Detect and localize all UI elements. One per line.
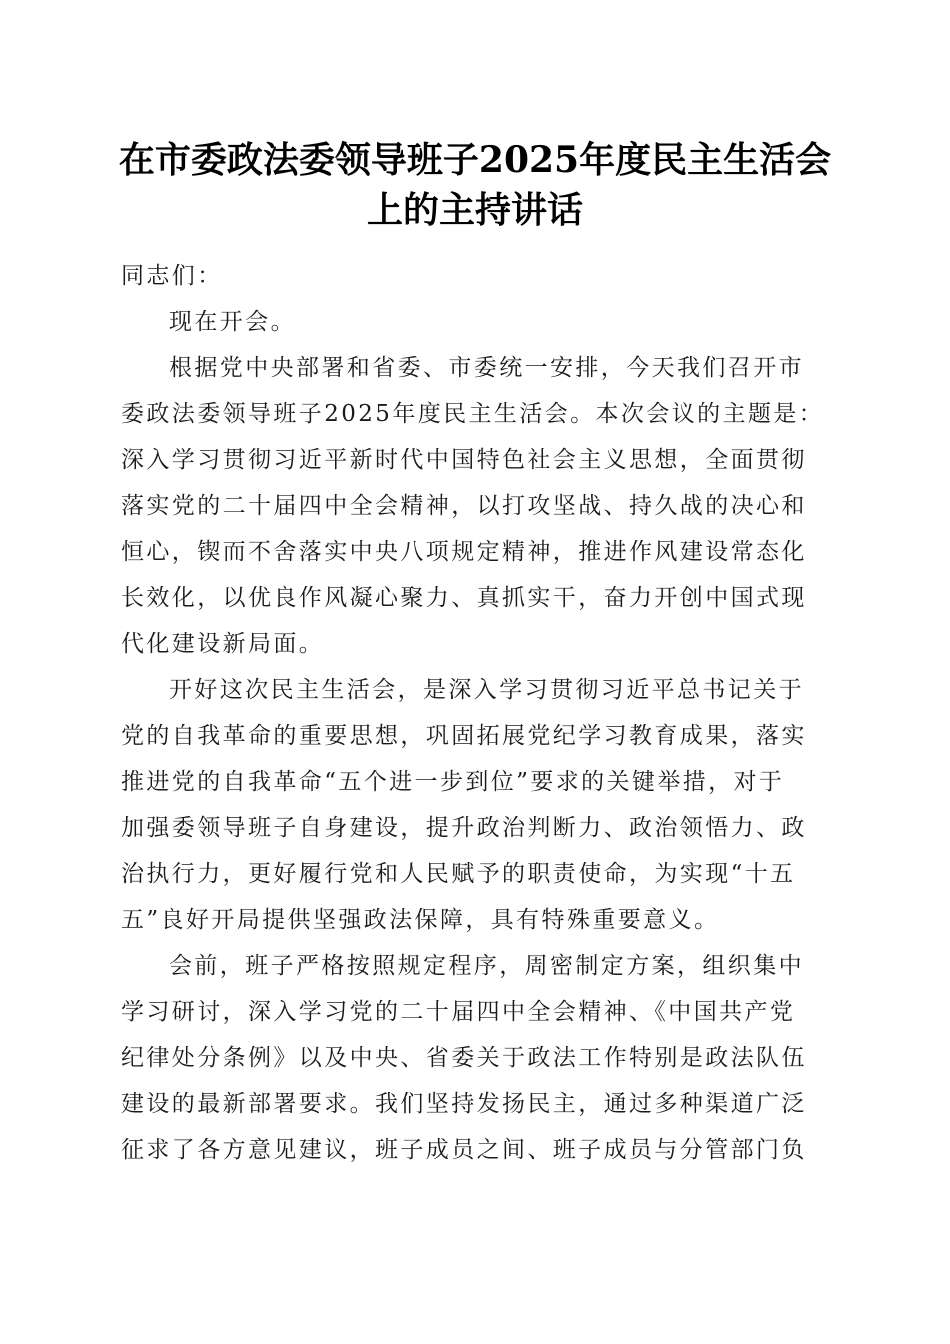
document-title bbox=[100, 135, 850, 235]
paragraph-line: 委政法委领导班子2025年度民主生活会。本次会议的主题是： bbox=[121, 401, 825, 427]
paragraph-line: 五”良好开局提供坚强政法保障，具有特殊重要意义。 bbox=[121, 907, 720, 933]
title-line-1: 在市委政法委领导班子2025年度民主生活会 bbox=[118, 139, 832, 181]
paragraph-significance bbox=[121, 667, 823, 943]
title-line-2: 上的主持讲话 bbox=[366, 189, 583, 231]
paragraph-line: 现在开会。 bbox=[169, 309, 296, 335]
salutation: 同志们： bbox=[121, 263, 223, 289]
document-body bbox=[121, 253, 823, 1173]
paragraph-line: 党的自我革命的重要思想，巩固拓展党纪学习教育成果，落实 bbox=[121, 723, 807, 749]
paragraph-line: 开好这次民主生活会，是深入学习贯彻习近平总书记关于 bbox=[169, 677, 804, 703]
paragraph-line: 长效化，以优良作风凝心聚力、真抓实干，奋力开创中国式现 bbox=[121, 585, 807, 611]
paragraph-line: 根据党中央部署和省委、市委统一安排，今天我们召开市 bbox=[169, 355, 804, 381]
paragraph-line: 恒心，锲而不舍落实中央八项规定精神，推进作风建设常态化 bbox=[121, 539, 807, 565]
paragraph-line: 学习研讨，深入学习党的二十届四中全会精神、《中国共产党 bbox=[121, 999, 796, 1025]
paragraph-line: 代化建设新局面。 bbox=[121, 631, 325, 657]
paragraph-line: 落实党的二十届四中全会精神，以打攻坚战、持久战的决心和 bbox=[121, 493, 807, 519]
paragraph-line: 征求了各方意见建议，班子成员之间、班子成员与分管部门负 bbox=[121, 1137, 807, 1163]
paragraph-opening bbox=[121, 299, 823, 345]
paragraph-line: 会前，班子严格按照规定程序，周密制定方案，组织集中 bbox=[169, 953, 804, 979]
paragraph-line: 建设的最新部署要求。我们坚持发扬民主，通过多种渠道广泛 bbox=[121, 1091, 807, 1117]
paragraph-line: 治执行力，更好履行党和人民赋予的职责使命，为实现“十五 bbox=[121, 861, 796, 887]
paragraph-line: 加强委领导班子自身建设，提升政治判断力、政治领悟力、政 bbox=[121, 815, 807, 841]
paragraph-line: 推进党的自我革命“五个进一步到位”要求的关键举措，对于 bbox=[121, 769, 785, 795]
paragraph-line: 纪律处分条例》以及中央、省委关于政法工作特别是政法队伍 bbox=[121, 1045, 807, 1071]
paragraph-line: 深入学习贯彻习近平新时代中国特色社会主义思想，全面贯彻 bbox=[121, 447, 807, 473]
paragraph-background bbox=[121, 345, 823, 667]
paragraph-preparation bbox=[121, 943, 823, 1173]
